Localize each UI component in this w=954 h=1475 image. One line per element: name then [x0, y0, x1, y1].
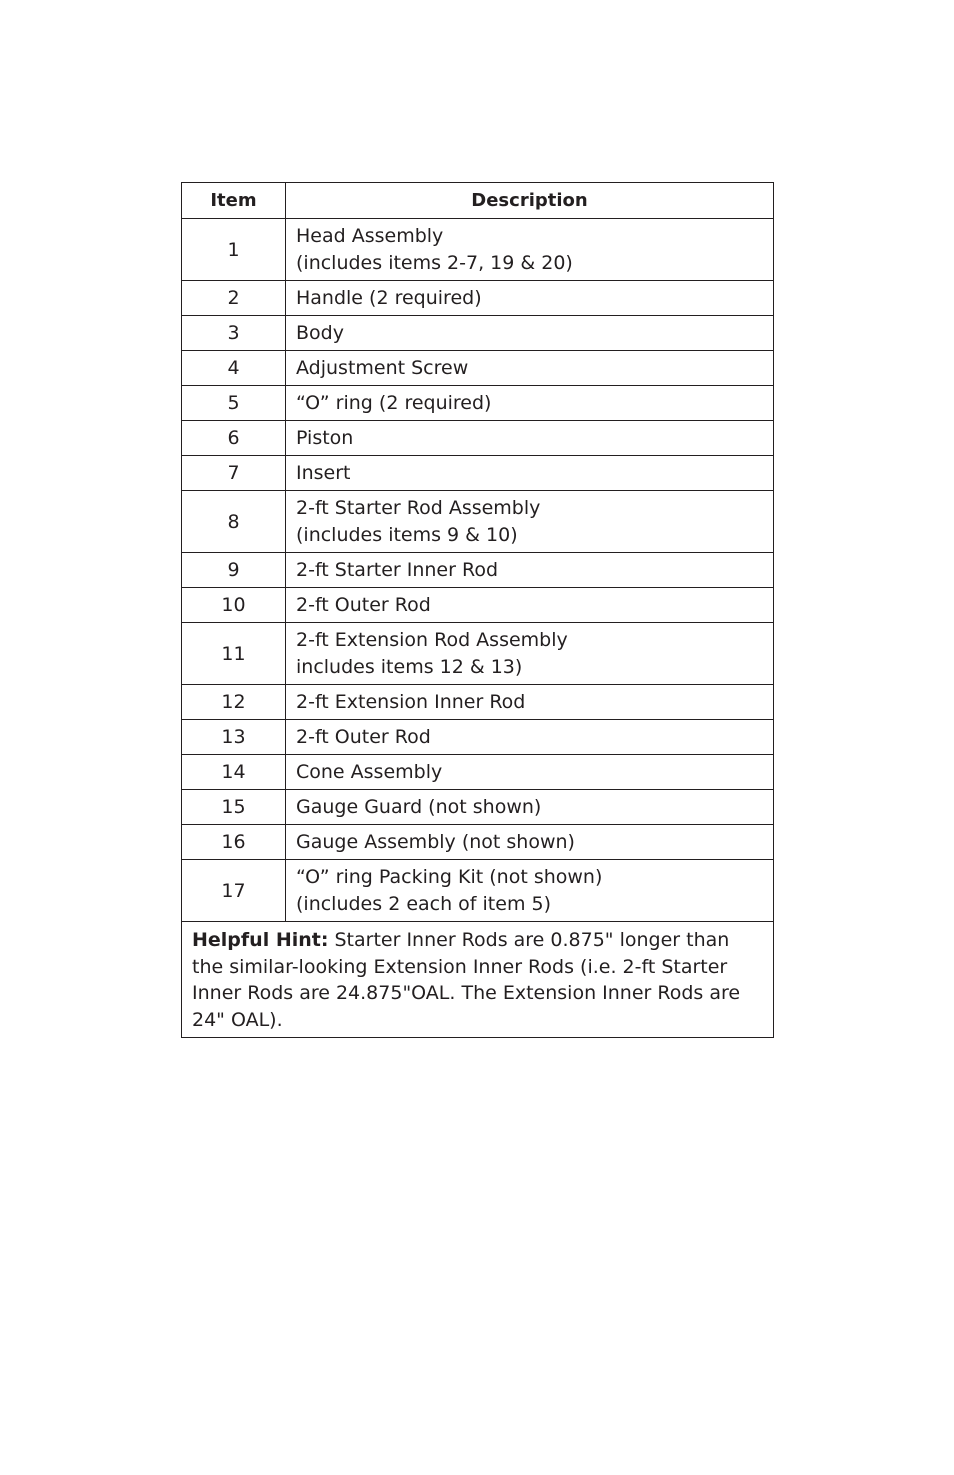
- description-line: Insert: [296, 461, 351, 484]
- item-number: 15: [182, 790, 286, 825]
- parts-body: [182, 219, 774, 922]
- description-line: (includes 2 each of item 5): [296, 892, 551, 915]
- description-line: 2-ft Outer Rod: [296, 593, 431, 616]
- description-line: 2-ft Extension Rod Assembly: [296, 628, 568, 651]
- item-number: 8: [182, 491, 286, 553]
- item-number: 4: [182, 351, 286, 386]
- description-line: 2-ft Starter Inner Rod: [296, 558, 499, 581]
- item-description: [286, 281, 774, 316]
- description-line: “O” ring (2 required): [296, 391, 492, 414]
- table-header-row: [182, 183, 774, 219]
- table-row: [182, 456, 774, 491]
- item-description: [286, 720, 774, 755]
- table-row: [182, 825, 774, 860]
- description-line: Head Assembly: [296, 224, 444, 247]
- item-description: [286, 219, 774, 281]
- description-line: Handle (2 required): [296, 286, 482, 309]
- item-description: [286, 588, 774, 623]
- table-row: [182, 553, 774, 588]
- item-number: 14: [182, 755, 286, 790]
- table-row: [182, 316, 774, 351]
- description-line: Body: [296, 321, 344, 344]
- item-description: [286, 553, 774, 588]
- description-line: 2-ft Outer Rod: [296, 725, 431, 748]
- table-row: [182, 351, 774, 386]
- table-row: [182, 421, 774, 456]
- table-row: [182, 755, 774, 790]
- description-line: Cone Assembly: [296, 760, 443, 783]
- item-description: [286, 351, 774, 386]
- description-line: 2-ft Starter Rod Assembly: [296, 496, 541, 519]
- item-description: [286, 685, 774, 720]
- table-row: [182, 790, 774, 825]
- header-description: Description: [286, 183, 774, 219]
- item-number: 7: [182, 456, 286, 491]
- table-row: [182, 623, 774, 685]
- description-line: Piston: [296, 426, 354, 449]
- table-row: [182, 281, 774, 316]
- helpful-hint: [182, 922, 774, 1038]
- item-number: 6: [182, 421, 286, 456]
- table-row: [182, 491, 774, 553]
- parts-table: [181, 182, 774, 1038]
- description-line: Gauge Assembly (not shown): [296, 830, 575, 853]
- item-description: [286, 825, 774, 860]
- item-number: 11: [182, 623, 286, 685]
- table-row: [182, 685, 774, 720]
- description-line: (includes items 9 & 10): [296, 523, 518, 546]
- item-description: [286, 790, 774, 825]
- table-row: [182, 386, 774, 421]
- item-description: [286, 386, 774, 421]
- item-description: [286, 755, 774, 790]
- item-description: [286, 623, 774, 685]
- description-line: Gauge Guard (not shown): [296, 795, 542, 818]
- item-description: [286, 860, 774, 922]
- table-row: [182, 720, 774, 755]
- item-number: 2: [182, 281, 286, 316]
- description-line: 2-ft Extension Inner Rod: [296, 690, 526, 713]
- table-row: [182, 588, 774, 623]
- table-row: [182, 219, 774, 281]
- item-number: 17: [182, 860, 286, 922]
- item-number: 3: [182, 316, 286, 351]
- item-number: 9: [182, 553, 286, 588]
- item-number: 13: [182, 720, 286, 755]
- item-description: [286, 421, 774, 456]
- header-item: Item: [182, 183, 286, 219]
- description-line: Adjustment Screw: [296, 356, 469, 379]
- hint-text: Starter Inner Rods are 0.875" longer than the similar-looking Extension Inner Rods (i.e. 2-ft Starter Inner Rods are 24.875"OAL. The Extension Inner Rods are 24" OAL).: [192, 929, 741, 1031]
- description-line: includes items 12 & 13): [296, 655, 523, 678]
- description-line: “O” ring Packing Kit (not shown): [296, 865, 603, 888]
- item-description: [286, 316, 774, 351]
- item-number: 12: [182, 685, 286, 720]
- item-number: 16: [182, 825, 286, 860]
- item-description: [286, 491, 774, 553]
- item-description: [286, 456, 774, 491]
- item-number: 10: [182, 588, 286, 623]
- item-number: 5: [182, 386, 286, 421]
- table-row: [182, 860, 774, 922]
- description-line: (includes items 2-7, 19 & 20): [296, 251, 573, 274]
- hint-label: Helpful Hint:: [192, 929, 329, 951]
- hint-row: [182, 922, 774, 1038]
- item-number: 1: [182, 219, 286, 281]
